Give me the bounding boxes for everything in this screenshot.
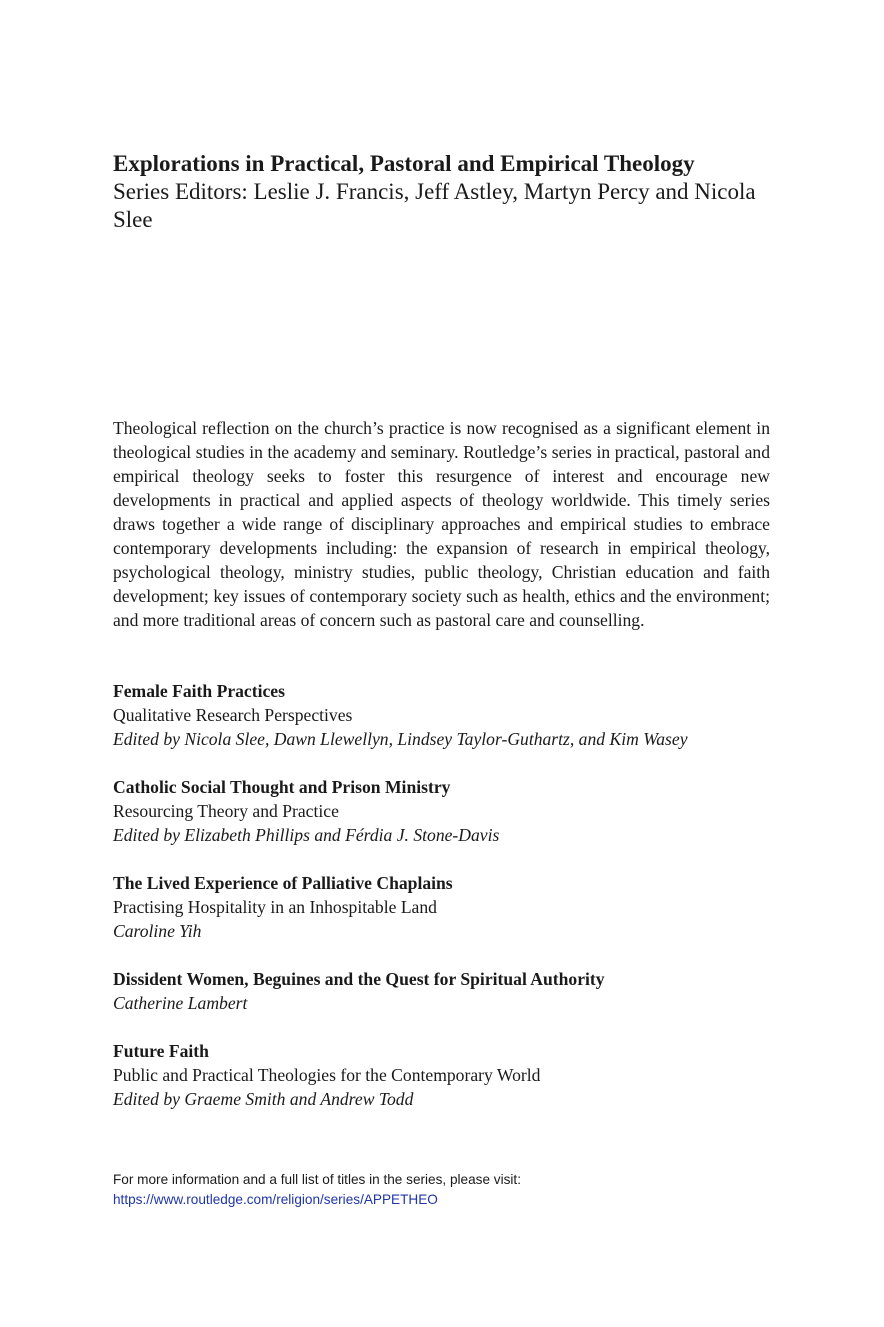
book-list	[113, 679, 771, 1111]
book-entry	[113, 775, 771, 847]
book-title: Female Faith Practices	[113, 681, 285, 701]
book-entry	[113, 1039, 771, 1111]
series-link[interactable]: https://www.routledge.com/religion/series/APPETHEO	[113, 1192, 438, 1207]
book-editors: Catherine Lambert	[113, 993, 248, 1013]
book-title: Catholic Social Thought and Prison Ministry	[113, 777, 451, 797]
book-editors: Edited by Graeme Smith and Andrew Todd	[113, 1089, 414, 1109]
book-subtitle: Qualitative Research Perspectives	[113, 705, 353, 725]
series-description: Theological reflection on the church’s practice is now recognised as a significant element in theological studies in the academy and seminary. Routledge’s series in practical, pastoral and empirical theology seeks to foster this resurgence of interest and encourage new developments in practical and applied aspects of theology worldwide. This timely series draws together a wide range of disciplinary approaches and empirical studies to embrace contemporary developments including: the expansion of research in empirical theology, psychological theology, ministry studies, public theology, Christian education and faith development; key issues of contemporary society such as health, ethics and the environment; and more traditional areas of concern such as pastoral care and counselling.	[113, 418, 770, 630]
book-editors: Caroline Yih	[113, 921, 202, 941]
book-title: The Lived Experience of Palliative Chaplains	[113, 873, 453, 893]
book-subtitle: Resourcing Theory and Practice	[113, 801, 339, 821]
book-entry	[113, 967, 771, 1015]
book-entry	[113, 679, 771, 751]
series-title: Explorations in Practical, Pastoral and Empirical Theology	[113, 151, 695, 176]
book-entry	[113, 871, 771, 943]
series-header	[113, 150, 771, 234]
book-title: Dissident Women, Beguines and the Quest for Spiritual Authority	[113, 969, 605, 989]
book-subtitle: Public and Practical Theologies for the Contemporary World	[113, 1065, 541, 1085]
book-title: Future Faith	[113, 1041, 209, 1061]
book-subtitle: Practising Hospitality in an Inhospitable Land	[113, 897, 437, 917]
footer-text: For more information and a full list of titles in the series, please visit:	[113, 1172, 521, 1187]
book-editors: Edited by Elizabeth Phillips and Férdia J. Stone-Davis	[113, 825, 500, 845]
footer-note	[113, 1170, 753, 1210]
series-editors: Series Editors: Leslie J. Francis, Jeff Astley, Martyn Percy and Nicola Slee	[113, 179, 756, 232]
book-editors: Edited by Nicola Slee, Dawn Llewellyn, Lindsey Taylor-Guthartz, and Kim Wasey	[113, 729, 688, 749]
